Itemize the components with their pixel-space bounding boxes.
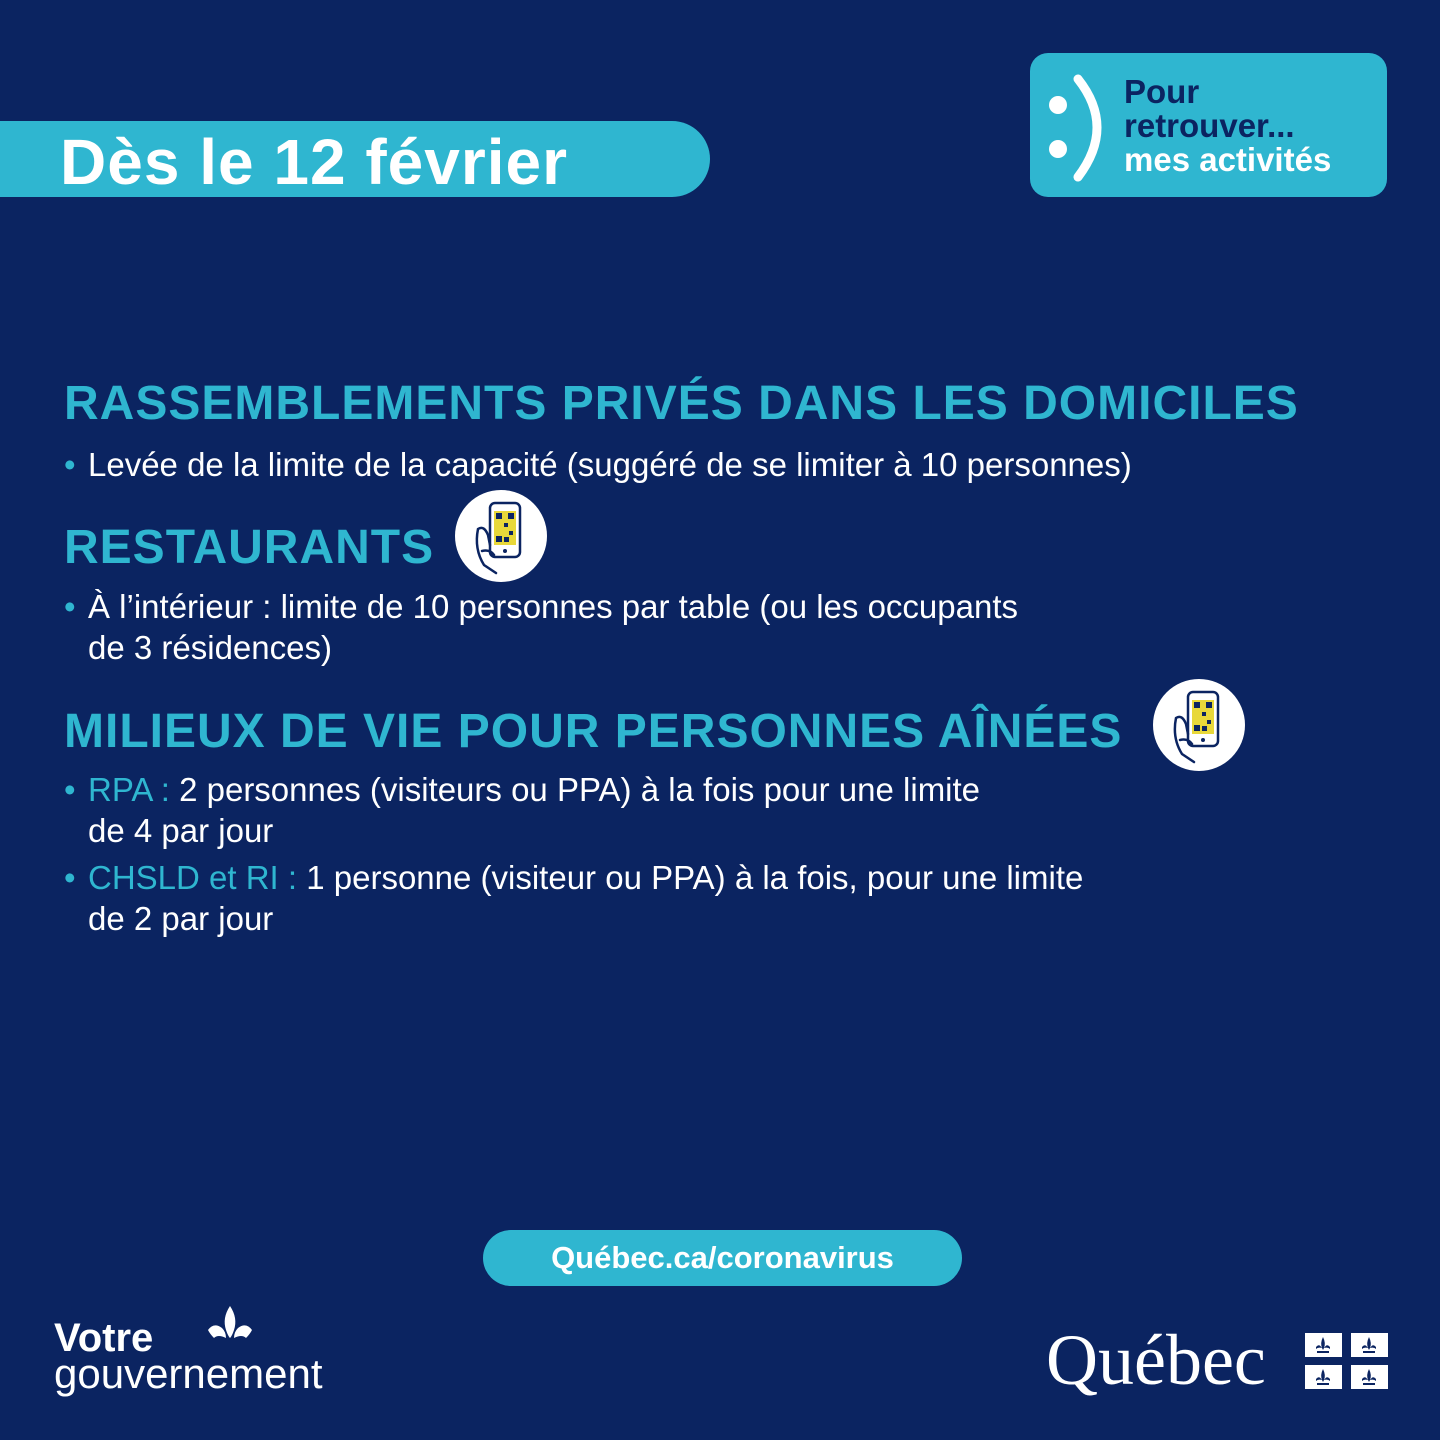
section-title-gatherings: RASSEMBLEMENTS PRIVÉS DANS LES DOMICILES (64, 377, 1299, 430)
bullet-chsld (64, 857, 1083, 939)
bullet-label: RPA : (88, 771, 170, 808)
qr-phone-icon (454, 489, 548, 583)
bullet-dot: • (64, 771, 76, 808)
bullet-text-line2: de 3 résidences) (88, 629, 332, 666)
bullet-text-line1 (88, 769, 980, 810)
tagline-text (1124, 75, 1331, 177)
bullet-dot: • (64, 588, 76, 625)
tagline-line1: Pour (1124, 73, 1200, 110)
qr-phone-icon (1152, 678, 1246, 772)
fleur-de-lis-icon (200, 1304, 260, 1354)
date-banner-text: Dès le 12 février (60, 126, 568, 198)
quebec-flag-icon (1305, 1333, 1388, 1389)
quebec-wordmark: Québec (1046, 1320, 1266, 1400)
bullet-text-line1: À l’intérieur : limite de 10 personnes par table (ou les occupants (88, 588, 1019, 625)
bullet-text-line2: de 4 par jour (88, 812, 274, 849)
smiley-icon (1048, 65, 1120, 185)
bullet-text: 1 personne (visiteur ou PPA) à la fois, pour une limite (297, 859, 1084, 896)
bullet-dot: • (64, 859, 76, 896)
tagline-box (1030, 53, 1387, 197)
bullet-gatherings (64, 444, 1132, 485)
votre-text: Votre (54, 1316, 154, 1360)
section-title-restaurants: RESTAURANTS (64, 521, 435, 574)
gouvernement-text: gouvernement (54, 1350, 323, 1397)
tagline-line2: retrouver... (1124, 107, 1295, 144)
bullet-text: 2 personnes (visiteurs ou PPA) à la fois pour une limite (169, 771, 981, 808)
votre-gouvernement-logo (54, 1316, 323, 1397)
bullet-text: Levée de la limite de la capacité (suggéré de se limiter à 10 personnes) (88, 446, 1132, 483)
bullet-text-line1 (88, 857, 1083, 898)
date-banner (0, 121, 710, 197)
bullet-text-line2: de 2 par jour (88, 900, 274, 937)
section-title-seniors: MILIEUX DE VIE POUR PERSONNES AÎNÉES (64, 705, 1123, 758)
url-text: Québec.ca/coronavirus (551, 1240, 894, 1275)
bullet-dot: • (64, 446, 76, 483)
bullet-restaurants (64, 586, 1018, 668)
bullet-rpa (64, 769, 980, 851)
url-link[interactable] (483, 1230, 962, 1286)
bullet-label: CHSLD et RI : (88, 859, 298, 896)
tagline-line3: mes activités (1124, 141, 1332, 178)
